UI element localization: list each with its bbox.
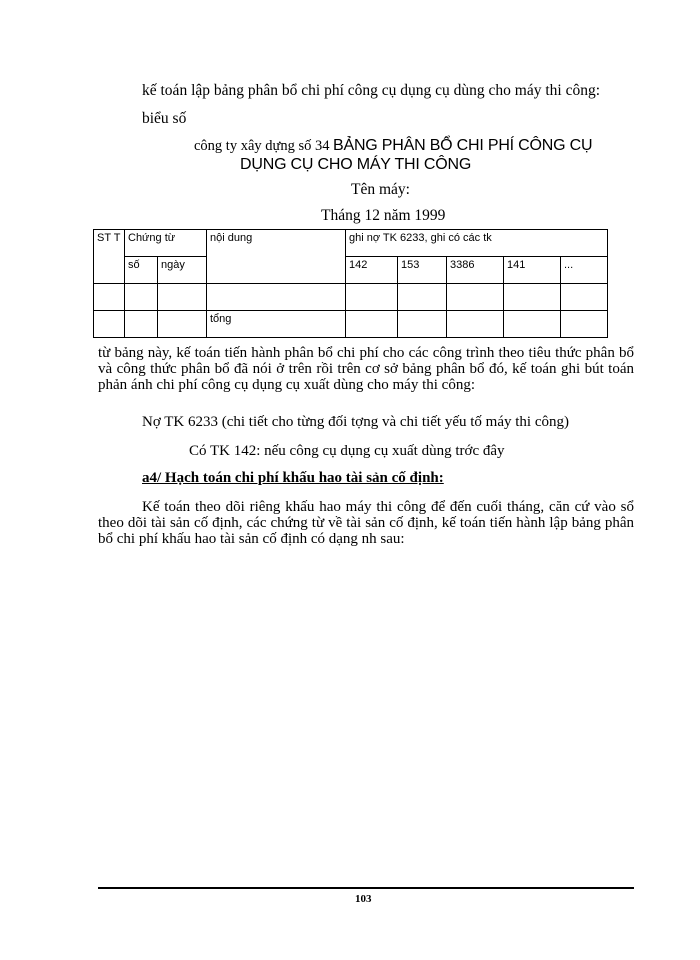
footer-rule	[98, 887, 634, 889]
section-heading: a4/ Hạch toán chi phí khấu hao tài sản cố định:	[142, 470, 444, 486]
bieu-so-label: biểu số	[142, 110, 187, 127]
account-header: 141	[504, 257, 561, 284]
ghi-no-header: ghi nợ TK 6233, ghi có các tk	[346, 230, 608, 257]
stt-header: ST T	[94, 230, 125, 284]
entry-debit: Nợ TK 6233 (chi tiết cho từng đối tợng và chi tiết yếu tố máy thi công)	[142, 414, 569, 430]
paragraph-allocation: từ bảng này, kế toán tiến hành phân bổ chi phí cho các công trình theo tiêu thức phân bổ và công thức phân bổ đã nói ở trên rồi trên cơ sở bảng phân bổ đó, kế toán ghi bút toán phản ánh chi phí công cụ dụng cụ xuất dùng cho máy thi công:	[98, 345, 634, 393]
account-header: 142	[346, 257, 398, 284]
account-header: 153	[398, 257, 447, 284]
paragraph-depreciation: Kế toán theo dõi riêng khấu hao máy thi công để đến cuối tháng, căn cứ vào sổ theo dõi tài sản cố định, các chứng từ về tài sản cố định, kế toán tiến hành lập bảng phân bổ chi phí khấu hao tài sản cố định có dạng nh sau:	[98, 499, 634, 547]
so-header: số	[125, 257, 158, 284]
table-title-line1: BẢNG PHÂN BỔ CHI PHÍ CÔNG CỤ	[333, 137, 593, 154]
noi-dung-header: nội dung	[207, 230, 346, 284]
table-row	[94, 284, 608, 311]
table-total-row	[94, 311, 608, 338]
table-title-line2: DỤNG CỤ CHO MÁY THI CÔNG	[240, 156, 472, 173]
machine-label: Tên máy:	[351, 181, 410, 198]
company-name: công ty xây dựng số 34	[194, 138, 330, 154]
total-label: tổng	[207, 311, 346, 338]
allocation-table	[93, 229, 608, 338]
ngay-header: ngày	[158, 257, 207, 284]
page-number: 103	[355, 893, 372, 905]
chung-tu-header: Chứng từ	[125, 230, 207, 257]
month-label: Tháng 12 năm 1999	[321, 207, 446, 224]
entry-credit: Có TK 142: nếu công cụ dụng cụ xuất dùng trớc đây	[189, 443, 505, 459]
table-subheader-row	[94, 257, 608, 284]
account-header: 3386	[447, 257, 504, 284]
intro-line: kế toán lập bảng phân bổ chi phí công cụ dụng cụ dùng cho máy thi công:	[142, 82, 601, 99]
table-header-row	[94, 230, 608, 257]
account-header: ...	[561, 257, 608, 284]
